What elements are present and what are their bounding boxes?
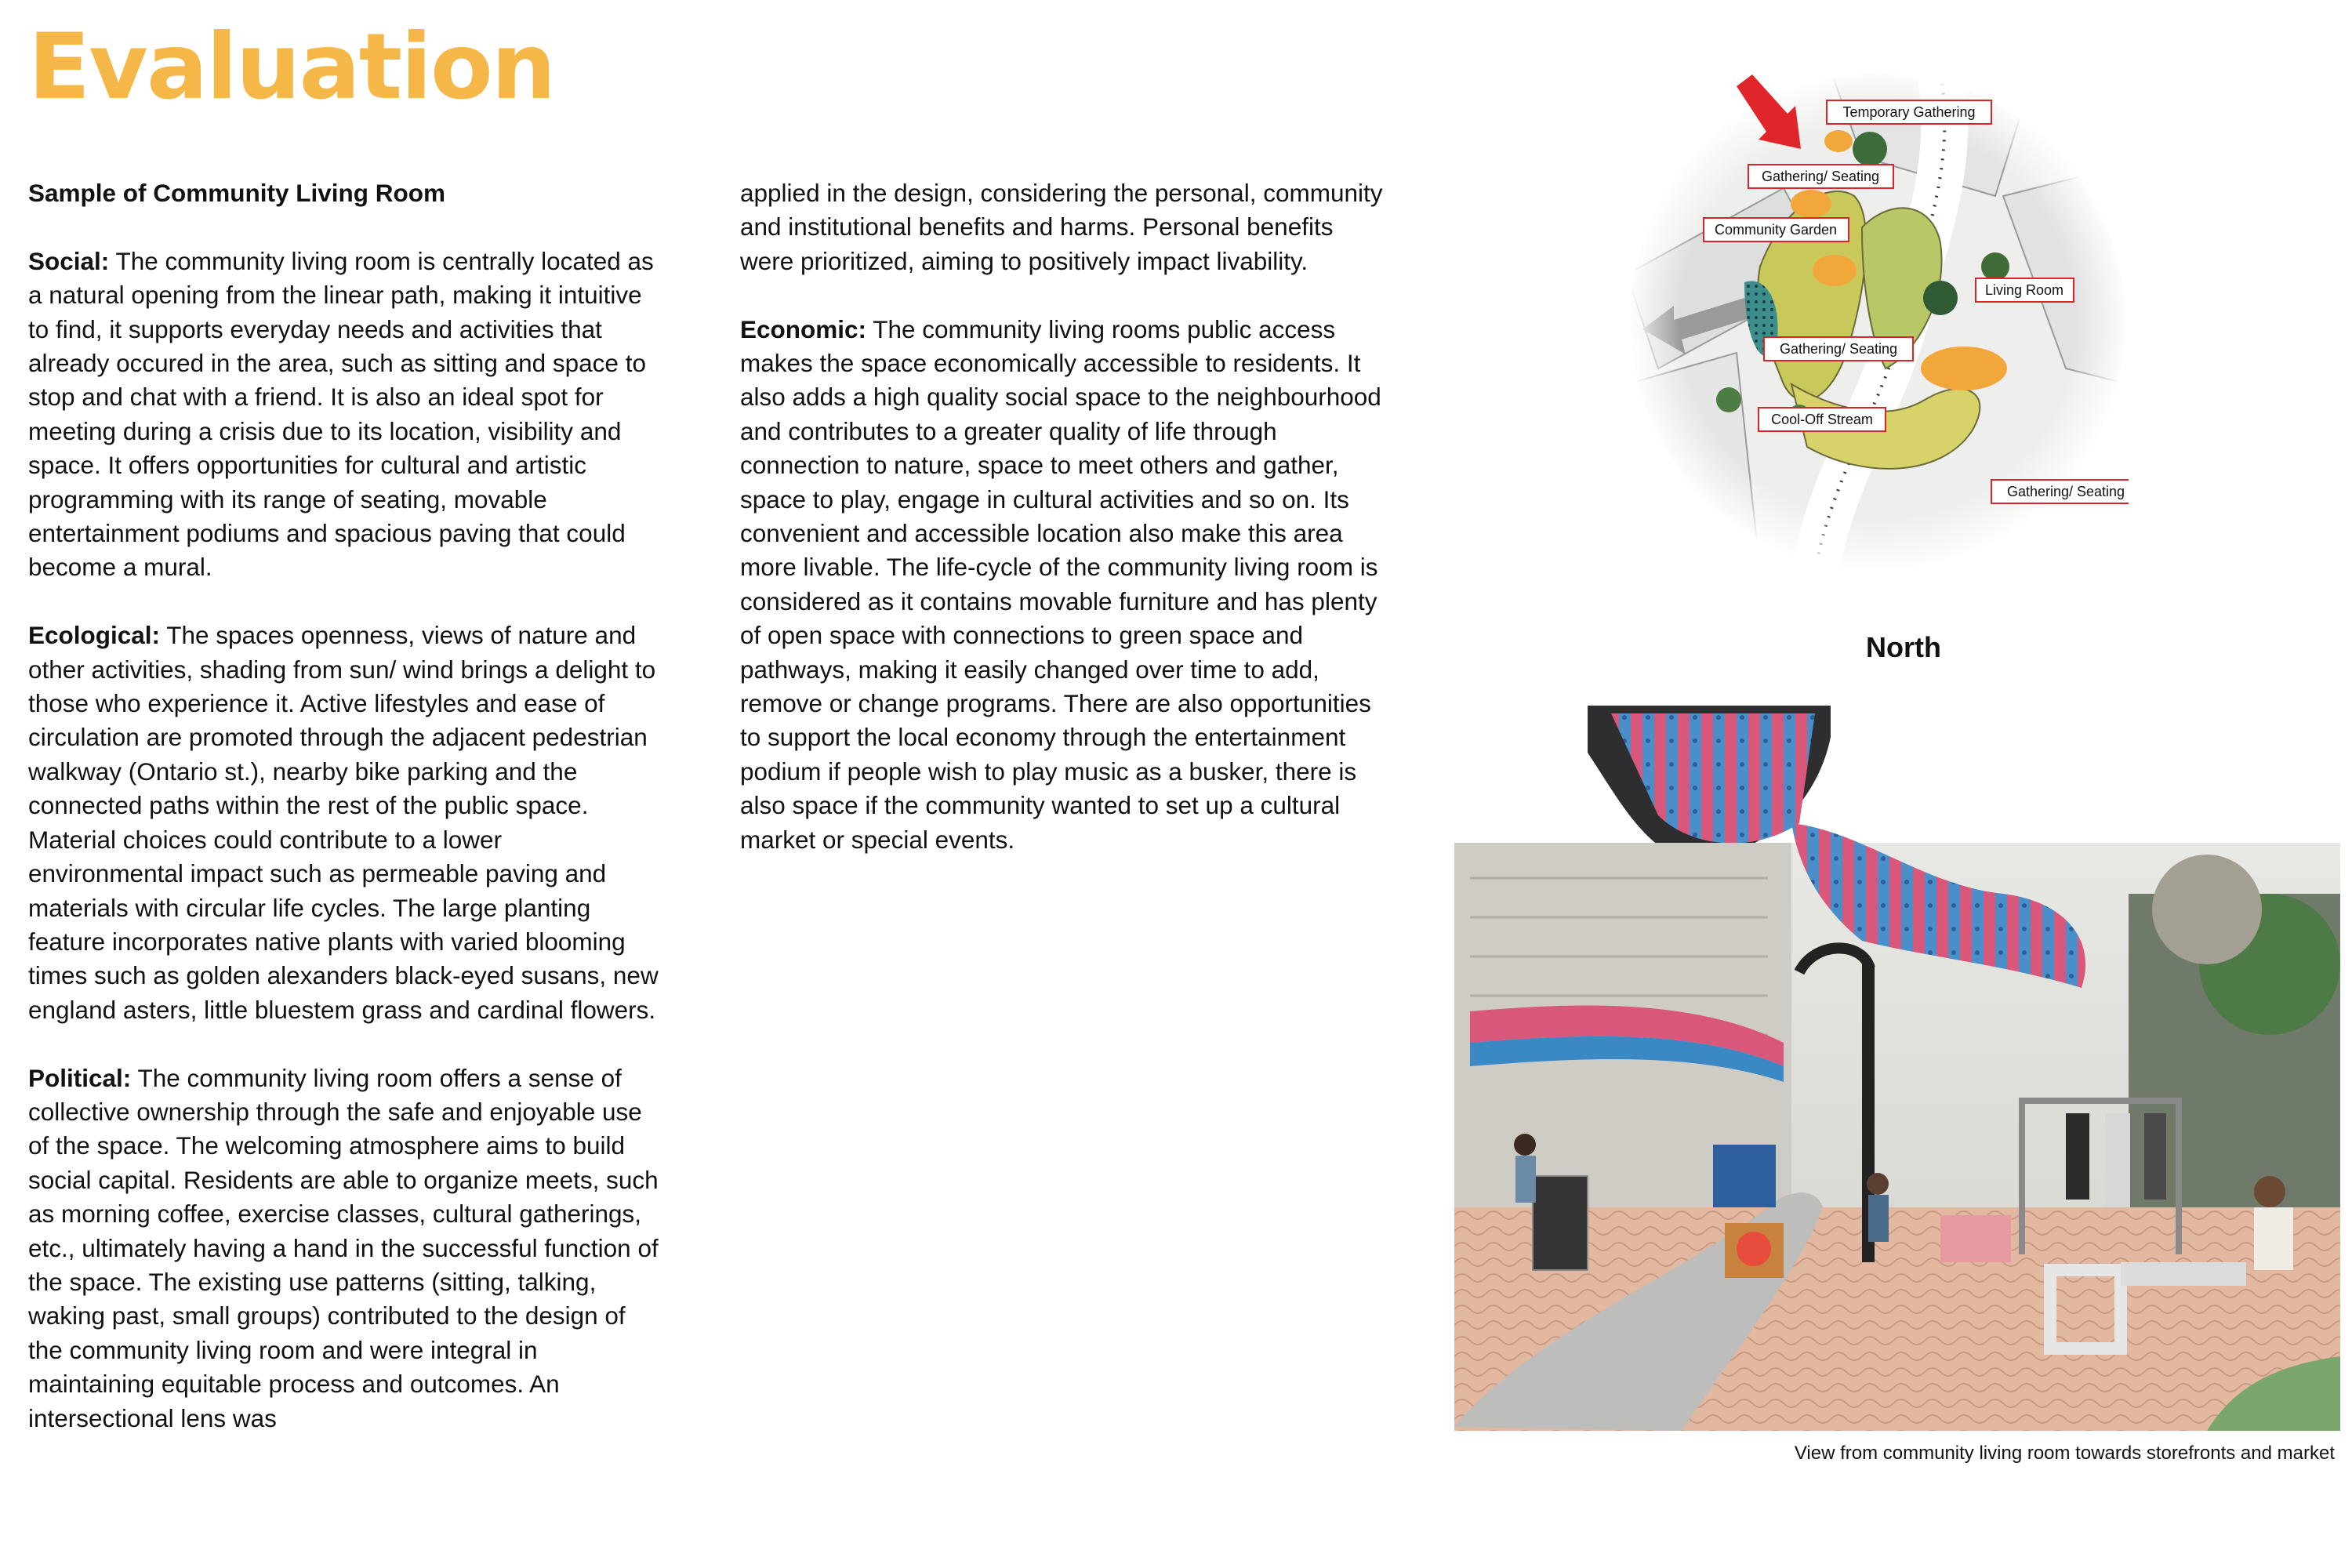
map-label-cool-off-stream	[1759, 408, 1886, 431]
text-column-left	[28, 176, 663, 1469]
site-plan-svg	[1627, 71, 2129, 572]
site-plan-map	[1627, 71, 2129, 572]
svg-text:Living Room: Living Room	[1984, 282, 2064, 298]
economic-label: Economic:	[740, 314, 867, 343]
svg-text:Gathering/ Seating: Gathering/ Seating	[1779, 341, 1898, 357]
subheading: Sample of Community Living Room	[28, 179, 446, 207]
political-text: The community living room offers a sense of collective ownership through the safe and enjoyable use of the space. The welcoming atmosphere aims to build social capital. Residents are able to organize meets, such as morning coffee, exercise classes, cultural gatherings, etc., ultimately having a hand in the successful function of the space. The existing use patterns (sitting, talking, waking past, small groups) contributed to the design of the community living room and were integral in maintaining equitable process and outcomes. An intersectional lens was	[28, 1063, 659, 1432]
svg-text:Cool-Off Stream: Cool-Off Stream	[1771, 412, 1873, 427]
map-label-temporary-gathering	[1827, 100, 1991, 124]
social-text: The community living room is centrally located as a natural opening from the linear path, making it intuitive to find, it supports everyday needs and activities that already occured in the area, such as sitting and space to stop and chat with a friend. It is also an ideal spot for meeting during a crisis due to its location, visibility and space. It offers opportunities for cultural and artistic programming with its range of seating, movable entertainment podiums and spacious paving that could become a mural.	[28, 246, 654, 582]
map-label-living-room	[1976, 278, 2074, 302]
ecological-label: Ecological:	[28, 621, 161, 650]
ecological-paragraph	[28, 619, 663, 1027]
map-label-gathering-seating-2	[1764, 337, 1913, 361]
page-title: Evaluation	[28, 14, 555, 120]
social-label: Social:	[28, 246, 110, 275]
svg-text:Gathering/ Seating: Gathering/ Seating	[1761, 169, 1880, 184]
political-paragraph	[28, 1062, 663, 1436]
svg-text:Temporary Gathering: Temporary Gathering	[1842, 104, 1976, 120]
political-continued: applied in the design, considering the personal, community and institutional benefits and harms. Personal benefits were prioritized, aiming to positively impact livability.	[740, 179, 1383, 275]
text-column-right	[740, 176, 1383, 891]
economic-paragraph	[740, 313, 1383, 858]
social-paragraph	[28, 245, 663, 585]
render-caption: View from community living room towards storefronts and market	[1794, 1443, 2335, 1464]
map-label-gathering-seating-3	[1991, 480, 2129, 503]
svg-text:Community Garden: Community Garden	[1714, 222, 1838, 238]
map-label-community-garden	[1704, 218, 1849, 241]
perspective-render	[1454, 706, 2340, 1431]
svg-text:Gathering/ Seating: Gathering/ Seating	[2006, 484, 2125, 499]
north-label: North	[1866, 631, 1941, 663]
economic-text: The community living rooms public access makes the space economically accessible to residents. It also adds a high quality social space to the neighbourhood and contributes to a greater quality of life through connection to nature, space to meet others and gather, space to play, engage in cultural activities and so on. Its convenient and accessible location also make this area more livable. The life-cycle of the community living room is considered as it contains movable furniture and has plenty of open space with connections to green space and pathways, making it easily changed over time to add, remove or change programs. There are also opportunities to support the local economy through the entertainment podium if people wish to play music as a busker, there is also space if the community wanted to set up a cultural market or special events.	[740, 314, 1381, 854]
map-label-gathering-seating-1	[1748, 165, 1893, 188]
political-label: Political:	[28, 1063, 132, 1092]
perspective-render-svg	[1454, 706, 2340, 1431]
ecological-text: The spaces openness, views of nature and other activities, shading from sun/ wind brings a delight to those who experience it. Active lifestyles and ease of circulation are promoted through the adjacent pedestrian walkway (Ontario st.), nearby bike parking and the connected paths within the rest of the public space. Material choices could contribute to a lower environmental impact such as permeable paving and materials with circular life cycles. The large planting feature incorporates native plants with varied blooming times such as golden alexanders black-eyed susans, new england asters, little bluestem grass and cardinal flowers.	[28, 621, 659, 1024]
